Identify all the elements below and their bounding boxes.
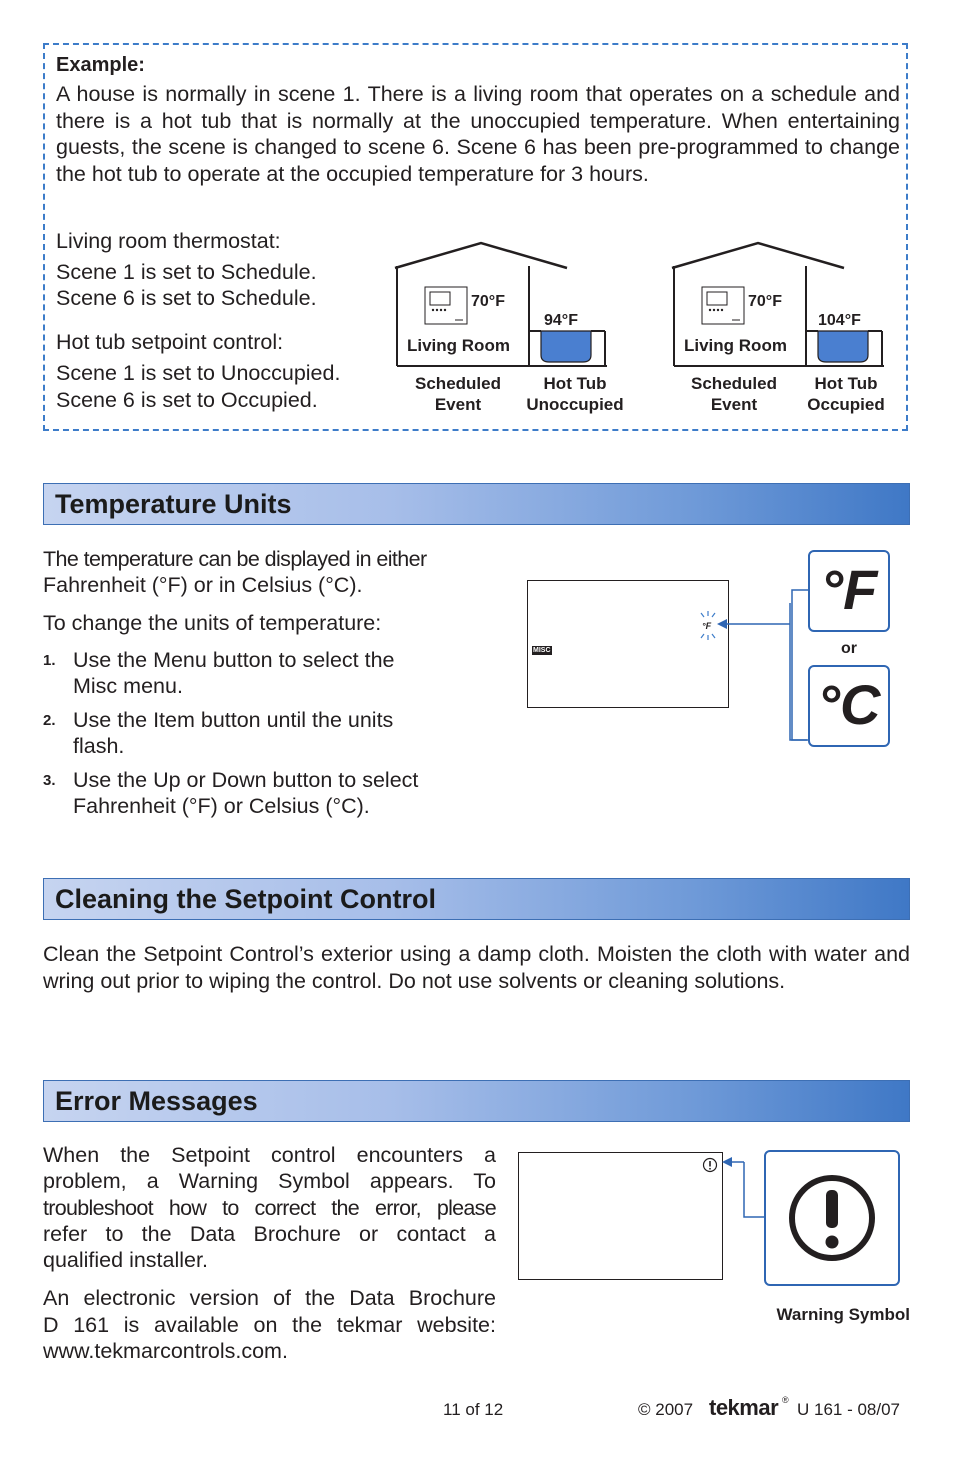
lcd-misc-indicator: MISC (533, 647, 551, 654)
error-line-1: When the Setpoint control encounters a (43, 1143, 496, 1167)
document-code: U 161 - 08/07 (797, 1400, 901, 1419)
brochure-line-1: An electronic version of the Data Brochure (43, 1286, 496, 1310)
warning-symbol-box (764, 1150, 900, 1286)
lcd-display-warning (518, 1152, 723, 1280)
error-line-5: qualified installer. (43, 1248, 208, 1272)
hot-tub-icon (541, 331, 591, 362)
hot-tub-line-2: Scene 6 is set to Occupied. (56, 388, 318, 412)
house-2-room-label: Living Room (684, 336, 787, 355)
house-2-left-caption: Scheduled Event (691, 374, 777, 414)
change-units-heading: To change the units of temperature: (43, 611, 382, 635)
example-title: Example: (56, 54, 145, 76)
temp-intro-line-1: The temperature can be displayed in either (43, 547, 427, 571)
fahrenheit-symbol-box (808, 550, 890, 632)
celsius-symbol-box (808, 665, 890, 747)
error-line-3: troubleshoot how to correct the error, please (43, 1196, 496, 1220)
step-2-line-1: Use the Item button until the units (73, 708, 394, 732)
error-line-2: problem, a Warning Symbol appears. To (43, 1169, 496, 1193)
lcd-warning-icon (702, 1157, 718, 1173)
hot-tub-heading: Hot tub setpoint control: (56, 330, 284, 354)
registered-mark: ® (782, 1395, 789, 1405)
step-1-line-2: Misc menu. (73, 674, 183, 698)
house-1-room-label: Living Room (407, 336, 510, 355)
step-2-number: 2. (43, 712, 56, 729)
tekmar-logo: tekmar (709, 1395, 779, 1420)
house-1-left-caption: Scheduled Event (415, 374, 501, 414)
or-label: or (841, 640, 857, 657)
house-2-tub-temp: 104°F (818, 312, 861, 329)
cleaning-header (43, 878, 910, 920)
section-title: Temperature Units (55, 489, 292, 519)
warning-callout-lines (718, 1150, 768, 1225)
brochure-line-3: www.tekmarcontrols.com. (43, 1339, 288, 1363)
house-1-thermostat-temp: 70°F (471, 293, 505, 310)
fahrenheit-symbol: °F (820, 558, 878, 621)
step-3-line-1: Use the Up or Down button to select (73, 768, 419, 792)
cleaning-body: Clean the Setpoint Control’s exterior using a damp cloth. Moisten the cloth with water and wring out prior to wiping the control. Do not use solvents or cleaning solutions. (43, 942, 910, 993)
hot-tub-icon (818, 331, 868, 362)
copyright: © 2007 (638, 1400, 694, 1419)
lcd-unit-indicator: °F (702, 621, 712, 631)
example-paragraph: A house is normally in scene 1. There is a living room that operates on a schedule and there is a hot tub that is normally at the unoccupied temperature. When entertaining guests, the scene is changed to scene 6. Scene 6 has been pre-programmed to change the hot tub to operate at the occupied temperature for 3 hours. (56, 82, 900, 186)
step-1-number: 1. (43, 652, 56, 669)
flash-icon (701, 611, 715, 640)
house-2-right-caption: Hot Tub Occupied (807, 374, 885, 414)
celsius-symbol: °C (817, 673, 881, 736)
living-room-line-2: Scene 6 is set to Schedule. (56, 286, 317, 310)
house-1-tub-temp: 94°F (544, 312, 578, 329)
section-title: Cleaning the Setpoint Control (55, 884, 436, 914)
temp-intro-line-2: Fahrenheit (°F) or in Celsius (°C). (43, 573, 363, 597)
step-2-line-2: flash. (73, 734, 125, 758)
house-2-thermostat-temp: 70°F (748, 293, 782, 310)
step-3-number: 3. (43, 772, 56, 789)
section-title: Error Messages (55, 1086, 258, 1116)
error-line-4: refer to the Data Brochure or contact a (43, 1222, 496, 1246)
unit-bracket (790, 588, 810, 743)
temperature-units-header (43, 483, 910, 525)
warning-symbol-label: Warning Symbol (776, 1305, 910, 1324)
step-3-line-2: Fahrenheit (°F) or Celsius (°C). (73, 794, 370, 818)
living-room-heading: Living room thermostat: (56, 229, 281, 253)
living-room-line-1: Scene 1 is set to Schedule. (56, 260, 317, 284)
warning-icon (786, 1172, 878, 1264)
house-1-right-caption: Hot Tub Unoccupied (526, 374, 624, 414)
brochure-line-2: D 161 is available on the tekmar website: (43, 1313, 496, 1337)
error-messages-header (43, 1080, 910, 1122)
hot-tub-line-1: Scene 1 is set to Unoccupied. (56, 361, 341, 385)
page-number: 11 of 12 (443, 1400, 504, 1419)
step-1-line-1: Use the Menu button to select the (73, 648, 395, 672)
